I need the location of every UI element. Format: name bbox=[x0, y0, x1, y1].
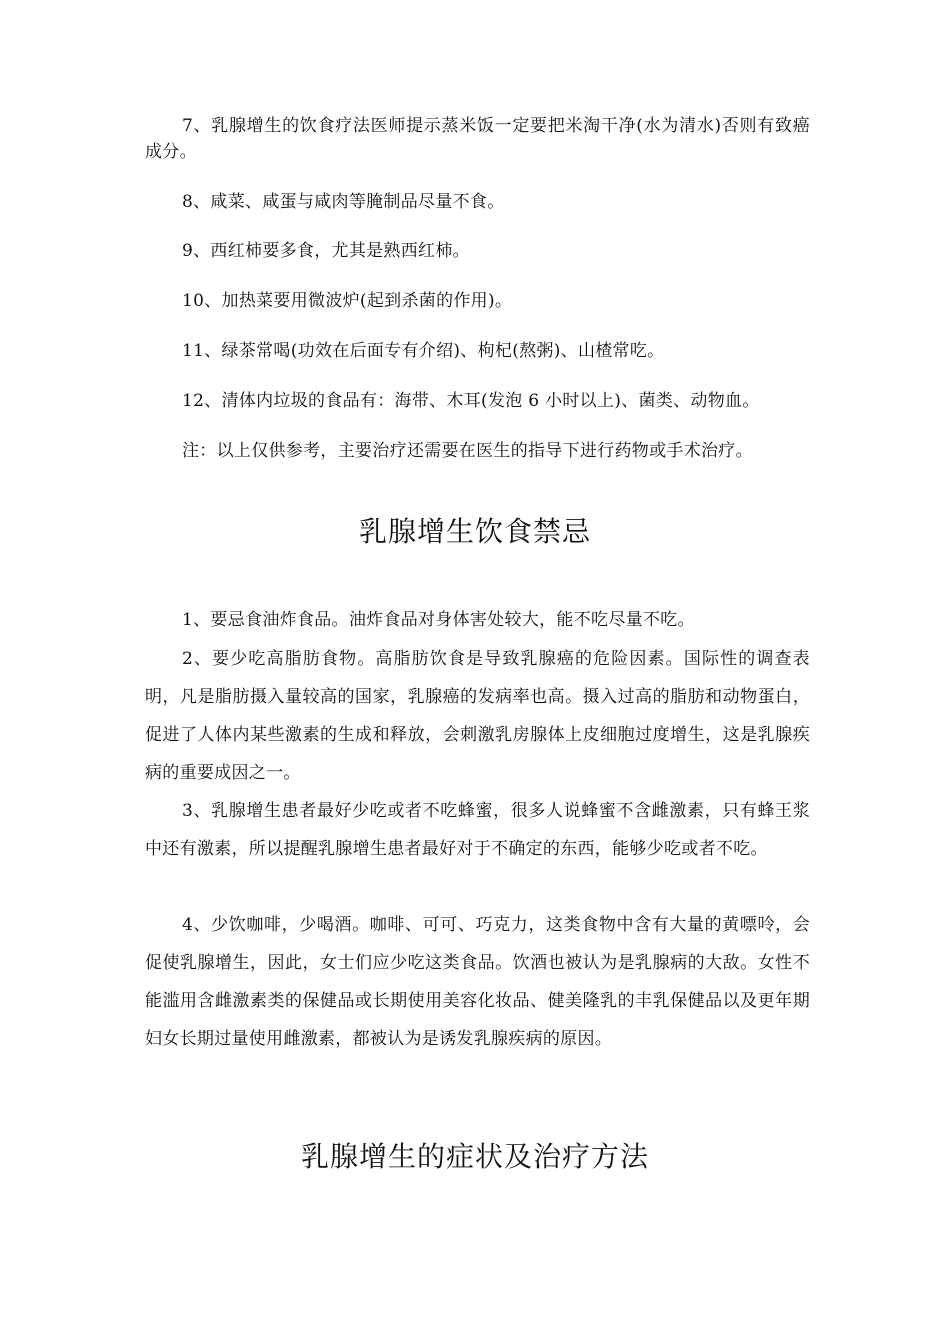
taboo-item-2: 2、要少吃高脂肪食物。高脂肪饮食是导致乳腺癌的危险因素。国际性的调查表明，凡是脂肪摄入量较高的国家，乳腺癌的发病率也高。摄入过高的脂肪和动物蛋白，促进了人体内某些激素的生成和释放，会刺激乳房腺体上皮细胞过度增生，这是乳腺疾病的重要成因之一。 bbox=[145, 649, 810, 783]
list-item-8: 8、咸菜、咸蛋与咸肉等腌制品尽量不食。 bbox=[182, 192, 505, 212]
taboo-item-4: 4、少饮咖啡，少喝酒。咖啡、可可、巧克力，这类食物中含有大量的黄嘌呤，会促使乳腺增生，因此，女士们应少吃这类食品。饮酒也被认为是乳腺病的大敌。女性不能滥用含雌激素类的保健品或长期使用美容化妆品、健美隆乳的丰乳保健品以及更年期妇女长期过量使用雌激素，都被认为是诱发乳腺疾病的原因。 bbox=[145, 915, 810, 1049]
note-paragraph: 注：以上仅供参考，主要治疗还需要在医生的指导下进行药物或手术治疗。 bbox=[182, 441, 753, 461]
taboo-item-1: 1、要忌食油炸食品。油炸食品对身体害处较大，能不吃尽量不吃。 bbox=[182, 610, 695, 630]
list-item-9: 9、西红柿要多食，尤其是熟西红柿。 bbox=[182, 241, 470, 261]
list-item-7: 7、乳腺增生的饮食疗法医师提示蒸米饭一定要把米淘干净(水为清水)否则有致癌成分。 bbox=[145, 116, 810, 162]
section-title-diet-taboos: 乳腺增生饮食禁忌 bbox=[358, 515, 591, 548]
section-title-symptoms-treatment: 乳腺增生的症状及治疗方法 bbox=[300, 1140, 649, 1173]
taboo-item-3: 3、乳腺增生患者最好少吃或者不吃蜂蜜，很多人说蜂蜜不含雌激素，只有蜂王浆中还有激素，所以提醒乳腺增生患者最好对于不确定的东西，能够少吃或者不吃。 bbox=[145, 801, 810, 859]
list-item-10: 10、加热菜要用微波炉(起到杀菌的作用)。 bbox=[182, 291, 513, 311]
list-item-12: 12、清体内垃圾的食品有：海带、木耳(发泡 6 小时以上)、菌类、动物血。 bbox=[182, 391, 760, 411]
list-item-11: 11、绿茶常喝(功效在后面专有介绍)、枸杞(熬粥)、山楂常吃。 bbox=[182, 341, 665, 361]
